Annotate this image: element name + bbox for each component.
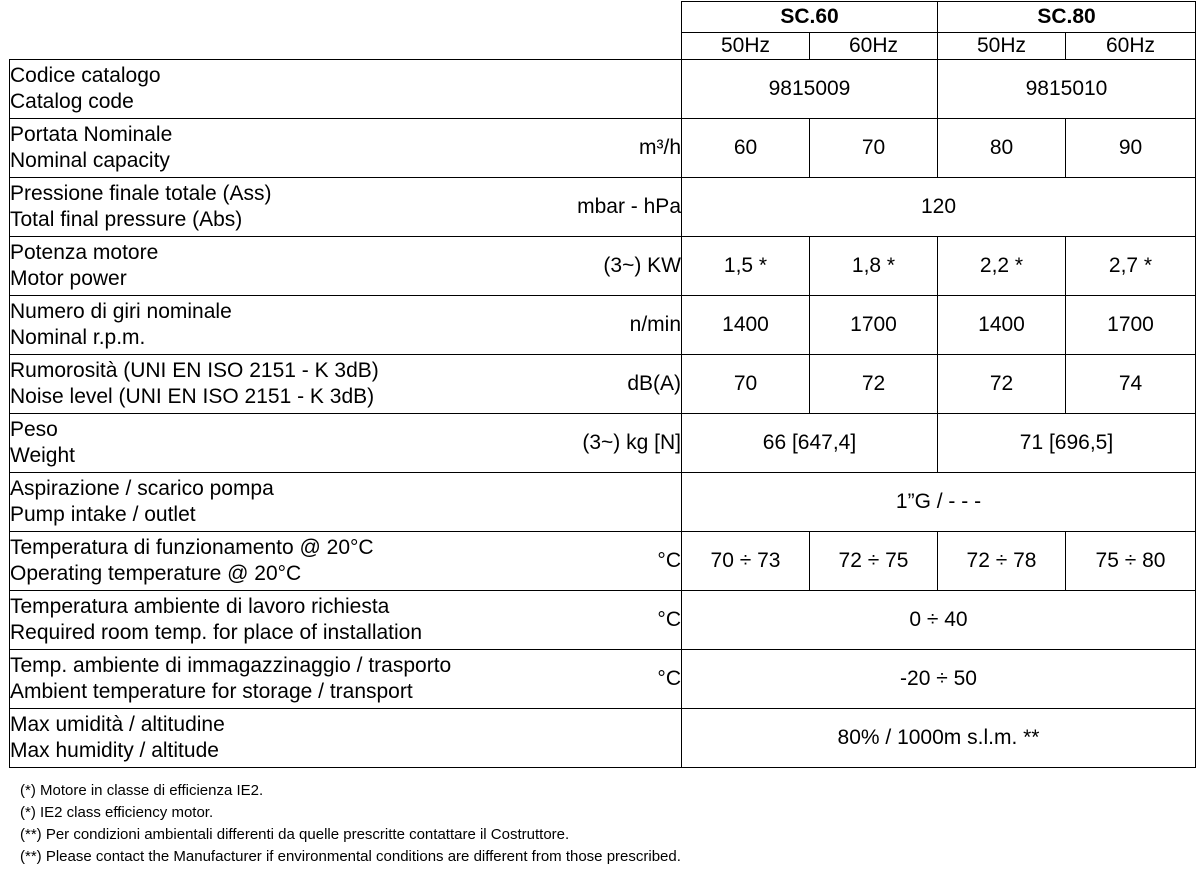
row-label bbox=[10, 591, 530, 650]
value-cell: 75 ÷ 80 bbox=[1066, 532, 1196, 591]
label-english: Weight bbox=[10, 444, 75, 467]
value-cell: 72 ÷ 78 bbox=[938, 532, 1066, 591]
freq-sc60-60hz: 60Hz bbox=[810, 33, 938, 60]
table-row bbox=[10, 473, 1196, 532]
value-cell: 80% / 1000m s.l.m. ** bbox=[682, 709, 1196, 768]
label-italian: Portata Nominale bbox=[10, 123, 173, 146]
label-italian: Rumorosità (UNI EN ISO 2151 - K 3dB) bbox=[10, 359, 379, 382]
value-cell: 72 bbox=[938, 355, 1066, 414]
value-cell: 9815009 bbox=[682, 60, 938, 119]
label-english: Catalog code bbox=[10, 90, 134, 113]
value-cell: 70 bbox=[810, 119, 938, 178]
label-english: Ambient temperature for storage / transport bbox=[10, 680, 413, 703]
table-row bbox=[10, 60, 1196, 119]
table-row bbox=[10, 178, 1196, 237]
footnotes bbox=[20, 780, 681, 868]
row-unit: m³/h bbox=[530, 119, 682, 178]
table-row bbox=[10, 709, 1196, 768]
value-cell: 72 bbox=[810, 355, 938, 414]
row-unit: mbar - hPa bbox=[530, 178, 682, 237]
footnote: (*) IE2 class efficiency motor. bbox=[20, 804, 214, 821]
label-italian: Temperatura ambiente di lavoro richiesta bbox=[10, 595, 390, 618]
row-label bbox=[10, 414, 530, 473]
freq-sc80-60hz: 60Hz bbox=[1066, 33, 1196, 60]
table-row bbox=[10, 355, 1196, 414]
label-english: Total final pressure (Abs) bbox=[10, 208, 243, 231]
label-italian: Temperatura di funzionamento @ 20°C bbox=[10, 536, 374, 559]
row-unit bbox=[530, 709, 682, 768]
value-cell: 70 bbox=[682, 355, 810, 414]
label-english: Operating temperature @ 20°C bbox=[10, 562, 302, 585]
value-cell: 72 ÷ 75 bbox=[810, 532, 938, 591]
table-row bbox=[10, 119, 1196, 178]
model-sc60: SC.60 bbox=[682, 2, 938, 33]
row-unit bbox=[530, 473, 682, 532]
table-row bbox=[10, 414, 1196, 473]
label-italian: Codice catalogo bbox=[10, 64, 161, 87]
model-header-row bbox=[10, 2, 1196, 33]
row-unit: °C bbox=[530, 532, 682, 591]
header-blank bbox=[10, 2, 682, 60]
table-row bbox=[10, 532, 1196, 591]
value-cell: 60 bbox=[682, 119, 810, 178]
row-label bbox=[10, 296, 530, 355]
footnote: (**) Per condizioni ambientali differenti da quelle prescritte contattare il Costruttore. bbox=[20, 826, 570, 843]
value-cell: 80 bbox=[938, 119, 1066, 178]
label-italian: Aspirazione / scarico pompa bbox=[10, 477, 274, 500]
row-label bbox=[10, 119, 530, 178]
value-cell: -20 ÷ 50 bbox=[682, 650, 1196, 709]
label-english: Required room temp. for place of installation bbox=[10, 621, 423, 644]
table-row bbox=[10, 650, 1196, 709]
spec-table bbox=[9, 1, 1196, 768]
label-english: Pump intake / outlet bbox=[10, 503, 196, 526]
value-cell: 1700 bbox=[810, 296, 938, 355]
value-cell: 71 [696,5] bbox=[938, 414, 1196, 473]
row-label bbox=[10, 60, 530, 119]
value-cell: 1400 bbox=[682, 296, 810, 355]
label-english: Nominal capacity bbox=[10, 149, 170, 172]
value-cell: 9815010 bbox=[938, 60, 1196, 119]
row-unit: (3~) kg [N] bbox=[530, 414, 682, 473]
spec-table-container bbox=[9, 1, 1196, 768]
model-sc80: SC.80 bbox=[938, 2, 1196, 33]
table-row bbox=[10, 237, 1196, 296]
value-cell: 1,5 * bbox=[682, 237, 810, 296]
label-italian: Pressione finale totale (Ass) bbox=[10, 182, 272, 205]
label-italian: Temp. ambiente di immagazzinaggio / trasporto bbox=[10, 654, 452, 677]
value-cell: 1400 bbox=[938, 296, 1066, 355]
freq-sc60-50hz: 50Hz bbox=[682, 33, 810, 60]
value-cell: 90 bbox=[1066, 119, 1196, 178]
table-row bbox=[10, 296, 1196, 355]
value-cell: 66 [647,4] bbox=[682, 414, 938, 473]
row-label bbox=[10, 237, 530, 296]
row-unit: n/min bbox=[530, 296, 682, 355]
label-italian: Potenza motore bbox=[10, 241, 159, 264]
label-english: Noise level (UNI EN ISO 2151 - K 3dB) bbox=[10, 385, 375, 408]
footnote: (*) Motore in classe di efficienza IE2. bbox=[20, 782, 264, 799]
row-label bbox=[10, 532, 530, 591]
value-cell: 1700 bbox=[1066, 296, 1196, 355]
row-label bbox=[10, 473, 530, 532]
row-unit bbox=[530, 60, 682, 119]
label-english: Max humidity / altitude bbox=[10, 739, 219, 762]
row-label bbox=[10, 650, 530, 709]
value-cell: 74 bbox=[1066, 355, 1196, 414]
row-unit: °C bbox=[530, 591, 682, 650]
label-italian: Max umidità / altitudine bbox=[10, 713, 225, 736]
label-italian: Peso bbox=[10, 418, 58, 441]
row-unit: (3~) KW bbox=[530, 237, 682, 296]
label-english: Nominal r.p.m. bbox=[10, 326, 146, 349]
value-cell: 1”G / - - - bbox=[682, 473, 1196, 532]
value-cell: 70 ÷ 73 bbox=[682, 532, 810, 591]
row-label bbox=[10, 709, 530, 768]
value-cell: 120 bbox=[682, 178, 1196, 237]
freq-sc80-50hz: 50Hz bbox=[938, 33, 1066, 60]
value-cell: 2,7 * bbox=[1066, 237, 1196, 296]
row-label bbox=[10, 178, 530, 237]
label-italian: Numero di giri nominale bbox=[10, 300, 232, 323]
row-unit: dB(A) bbox=[530, 355, 682, 414]
row-unit: °C bbox=[530, 650, 682, 709]
row-label bbox=[10, 355, 530, 414]
footnote: (**) Please contact the Manufacturer if environmental conditions are different from those prescribed. bbox=[20, 848, 681, 865]
value-cell: 0 ÷ 40 bbox=[682, 591, 1196, 650]
value-cell: 1,8 * bbox=[810, 237, 938, 296]
value-cell: 2,2 * bbox=[938, 237, 1066, 296]
label-english: Motor power bbox=[10, 267, 127, 290]
table-row bbox=[10, 591, 1196, 650]
